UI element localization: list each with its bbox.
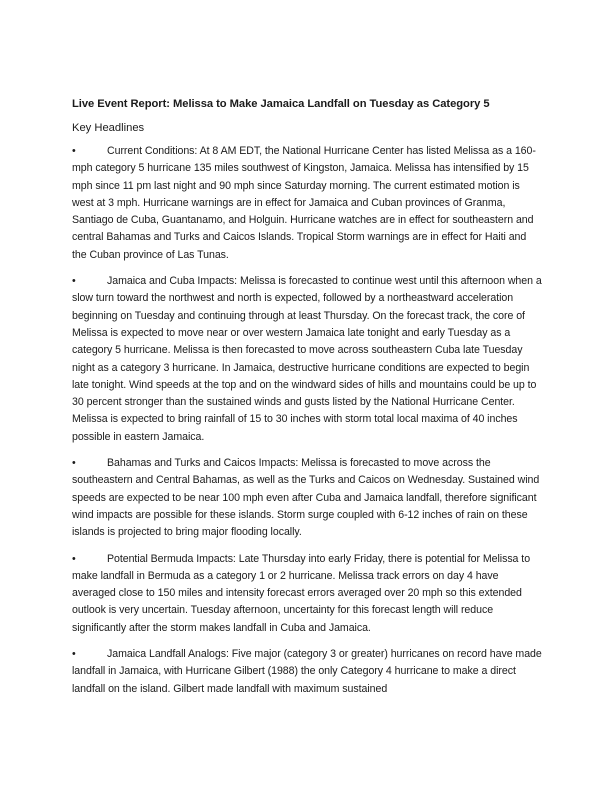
report-title: Live Event Report: Melissa to Make Jamaica Landfall on Tuesday as Category 5 [72,98,490,110]
bullet-marker: • [72,457,76,470]
bullet-text: Jamaica Landfall Analogs: Five major (category 3 or greater) hurricanes on record have made landfall in Jamaica, with Hurricane Gilbert (1988) the only Category 4 hurricane to make a direct landfall on the island. Gilbert made landfall with maximum sustained [72,648,542,695]
bullet-text: Jamaica and Cuba Impacts: Melissa is forecasted to continue west until this afternoon when a slow turn toward the northwest and north is expected, followed by a northeastward acceleration beginning on Tuesday and continuing through at least Thursday. On the forecast track, the core of Melissa is expected to move near or over western Jamaica late tonight and early Tuesday as a category 5 hurricane. Melissa is then forecasted to move across southeastern Cuba late Tuesday night as a category 3 hurricane. In Jamaica, destructive hurricane conditions are expected to begin late tonight. Wind speeds at the top and on the windward sides of hills and mountains could be up to 30 percent stronger than the sustained winds and gusts listed by the National Hurricane Center. Melissa is expected to bring rainfall of 15 to 30 inches with storm total local maxima of 40 inches possible in eastern Jamaica. [72,275,542,443]
document-page [72,96,542,707]
bullet-marker: • [72,145,76,157]
bullet-text: Potential Bermuda Impacts: Late Thursday into early Friday, there is potential for Melissa to make landfall in Bermuda as a category 1 or 2 hurricane. Melissa track errors on day 4 have averaged close to 150 miles and intensity forecast errors averaged over 20 mph so this extended outlook is very uncertain. Tuesday afternoon, uncertainty for this forecast length will reduce significantly after the storm makes landfall in Cuba and Jamaica. [72,552,531,634]
bullet-text: Bahamas and Turks and Caicos Impacts: Melissa is forecasted to move across the southeastern and Central Bahamas, as well as the Turks and Caicos on Wednesday. Sustained wind speeds are expected to be near 100 mph even after Cuba and Jamaica landfall, therefore significant wind impacts are possible for these islands. Storm surge coupled with 6-12 inches of rain on these islands is projected to bring major flooding locally. [72,457,540,539]
bullet-marker: • [72,648,76,661]
bullet-marker: • [72,552,76,565]
bullet-text: Current Conditions: At 8 AM EDT, the National Hurricane Center has listed Melissa as a 160-mph category 5 hurricane 135 miles southwest of Kingston, Jamaica. Melissa has intensified by 15 mph since 11 pm last night and 90 mph since Saturday morning. The current estimated motion is west at 3 mph. Hurricane warnings are in effect for Jamaica and Cuban provinces of Granma, Santiago de Cuba, Guantanamo, and Holguin. Hurricane watches are in effect for southeastern and central Bahamas and Turks and Caicos Islands. Tropical Storm warnings are in effect for Haiti and the Cuban province of Las Tunas. [72,145,536,261]
bullet-current-conditions [72,143,542,264]
bullet-jamaica-cuba-impacts [72,273,542,446]
section-heading: Key Headlines [72,122,145,134]
bullet-marker: • [72,275,76,288]
bullet-bahamas-turks-caicos-impacts [72,455,542,541]
bullet-jamaica-landfall-analogs [72,646,542,698]
bullet-bermuda-impacts [72,551,542,637]
